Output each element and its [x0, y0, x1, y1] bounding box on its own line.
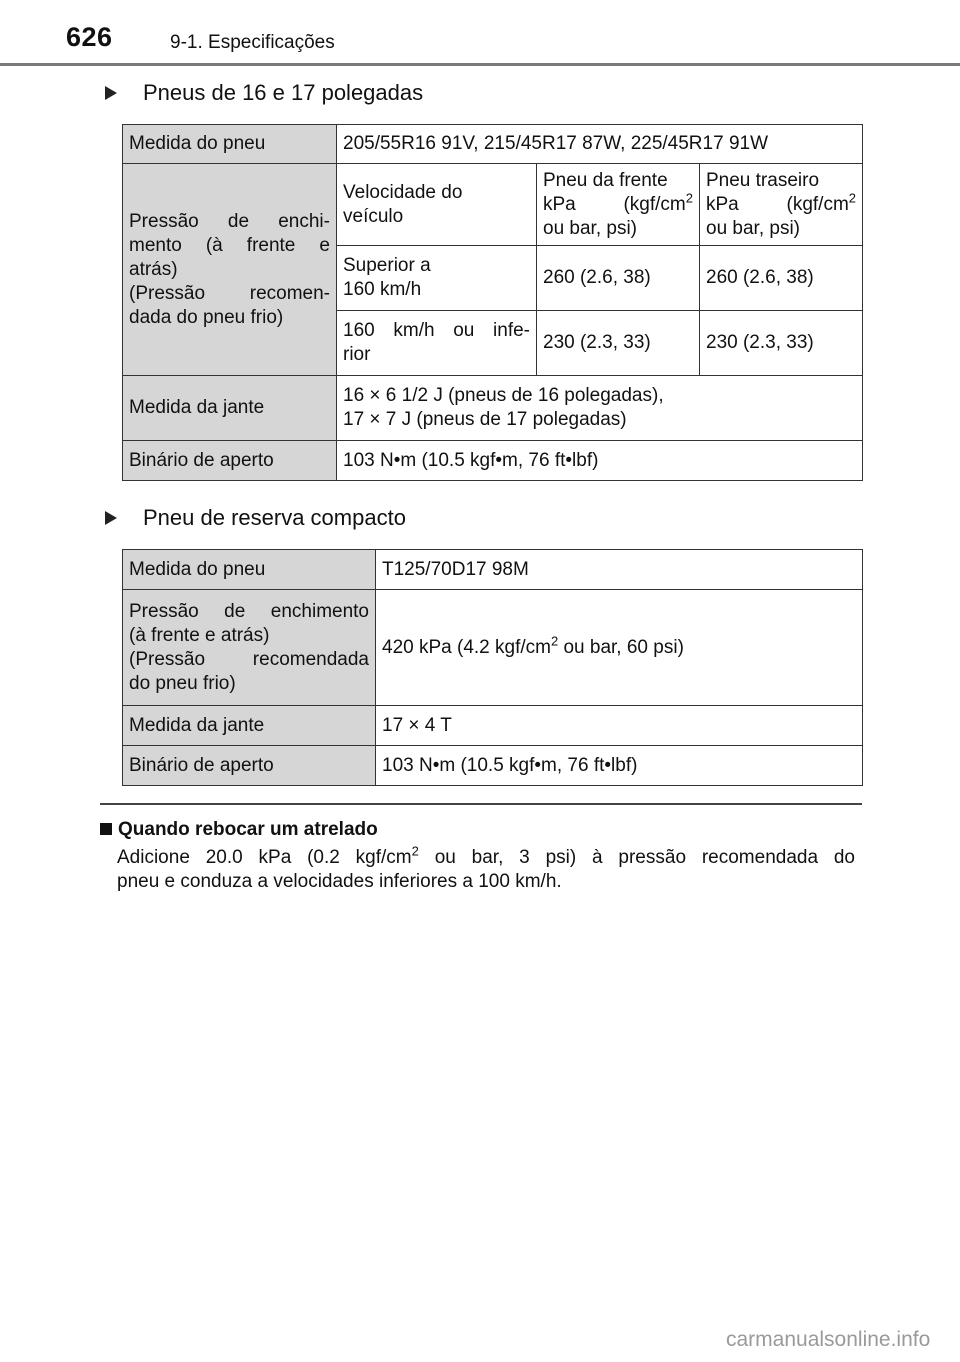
table-row: [123, 706, 863, 746]
subheading-16-17: [105, 82, 423, 104]
front-pressure-cell: 260 (2.6, 38): [537, 246, 700, 311]
table-row: [123, 125, 863, 164]
tire-size-value: T125/70D17 98M: [376, 550, 863, 590]
table-row: [123, 550, 863, 590]
torque-label: Binário de aperto: [123, 746, 376, 786]
tire-size-label: Medida do pneu: [123, 550, 376, 590]
table-row: [123, 746, 863, 786]
note-title: Quando rebocar um atrelado: [118, 819, 378, 840]
subheading-spare: [105, 507, 406, 529]
rim-size-label: Medida da jante: [123, 376, 337, 441]
speed-cell: 160 km/h ou infe- rior: [337, 311, 537, 376]
torque-value: 103 N•m (10.5 kgf•m, 76 ft•lbf): [337, 441, 863, 481]
table-row: [123, 376, 863, 441]
section-title: 9-1. Especificações: [170, 32, 335, 53]
tire-size-label: Medida do pneu: [123, 125, 337, 164]
triangle-bullet-icon: [105, 511, 117, 525]
tire-spec-table-16-17: [122, 124, 863, 481]
page-number: 626: [66, 22, 113, 52]
column-header-rear: Pneu traseiro kPa ($kgf/cm^2$ ou bar, psi): [700, 164, 863, 246]
table-row: [123, 590, 863, 706]
rim-size-value: 17 × 4 T: [376, 706, 863, 746]
note-divider: [100, 803, 862, 805]
note-paragraph: Adicione 20.0 kPa (0.2 kgf/$cm^2$ ou bar, 3 psi) à pressão recomendada do pneu e conduza a velocidades inferiores a 100 km/h.: [117, 843, 855, 892]
column-header-front: Pneu da frente kPa ($kgf/cm^2$ ou bar, psi): [537, 164, 700, 246]
speed-cell: Superior a 160 km/h: [337, 246, 537, 311]
table-row: [123, 164, 863, 246]
subheading-text: Pneus de 16 e 17 polegadas: [143, 80, 424, 105]
column-header-speed: Velocidade do veículo: [337, 164, 537, 246]
square-bullet-icon: [100, 823, 112, 835]
pressure-label: Pressão de enchi- mento (à frente e atrás) (Pressão recomen- dada do pneu frio): [123, 164, 337, 376]
triangle-bullet-icon: [105, 86, 117, 100]
pressure-value: 420 kPa (4.2 kgf/$cm^2$ ou bar, 60 psi): [376, 590, 863, 706]
subheading-text: Pneu de reserva compacto: [143, 505, 406, 530]
rear-pressure-cell: 230 (2.3, 33): [700, 311, 863, 376]
pressure-label: Pressão de enchimento (à frente e atrás) (Pressão recomendada do pneu frio): [123, 590, 376, 706]
table-row: [123, 441, 863, 481]
torque-value: 103 N•m (10.5 kgf•m, 76 ft•lbf): [376, 746, 863, 786]
torque-label: Binário de aperto: [123, 441, 337, 481]
rim-size-value: 16 × 6 1/2 J (pneus de 16 polegadas), 17 × 7 J (pneus de 17 polegadas): [337, 376, 863, 441]
watermark: carmanualsonline.info: [726, 1328, 931, 1351]
rear-pressure-cell: 260 (2.6, 38): [700, 246, 863, 311]
rim-size-label: Medida da jante: [123, 706, 376, 746]
header-divider: [0, 63, 960, 66]
front-pressure-cell: 230 (2.3, 33): [537, 311, 700, 376]
tire-spec-table-spare: [122, 549, 863, 786]
note-heading: [100, 818, 378, 842]
tire-size-value: 205/55R16 91V, 215/45R17 87W, 225/45R17 91W: [337, 125, 863, 164]
